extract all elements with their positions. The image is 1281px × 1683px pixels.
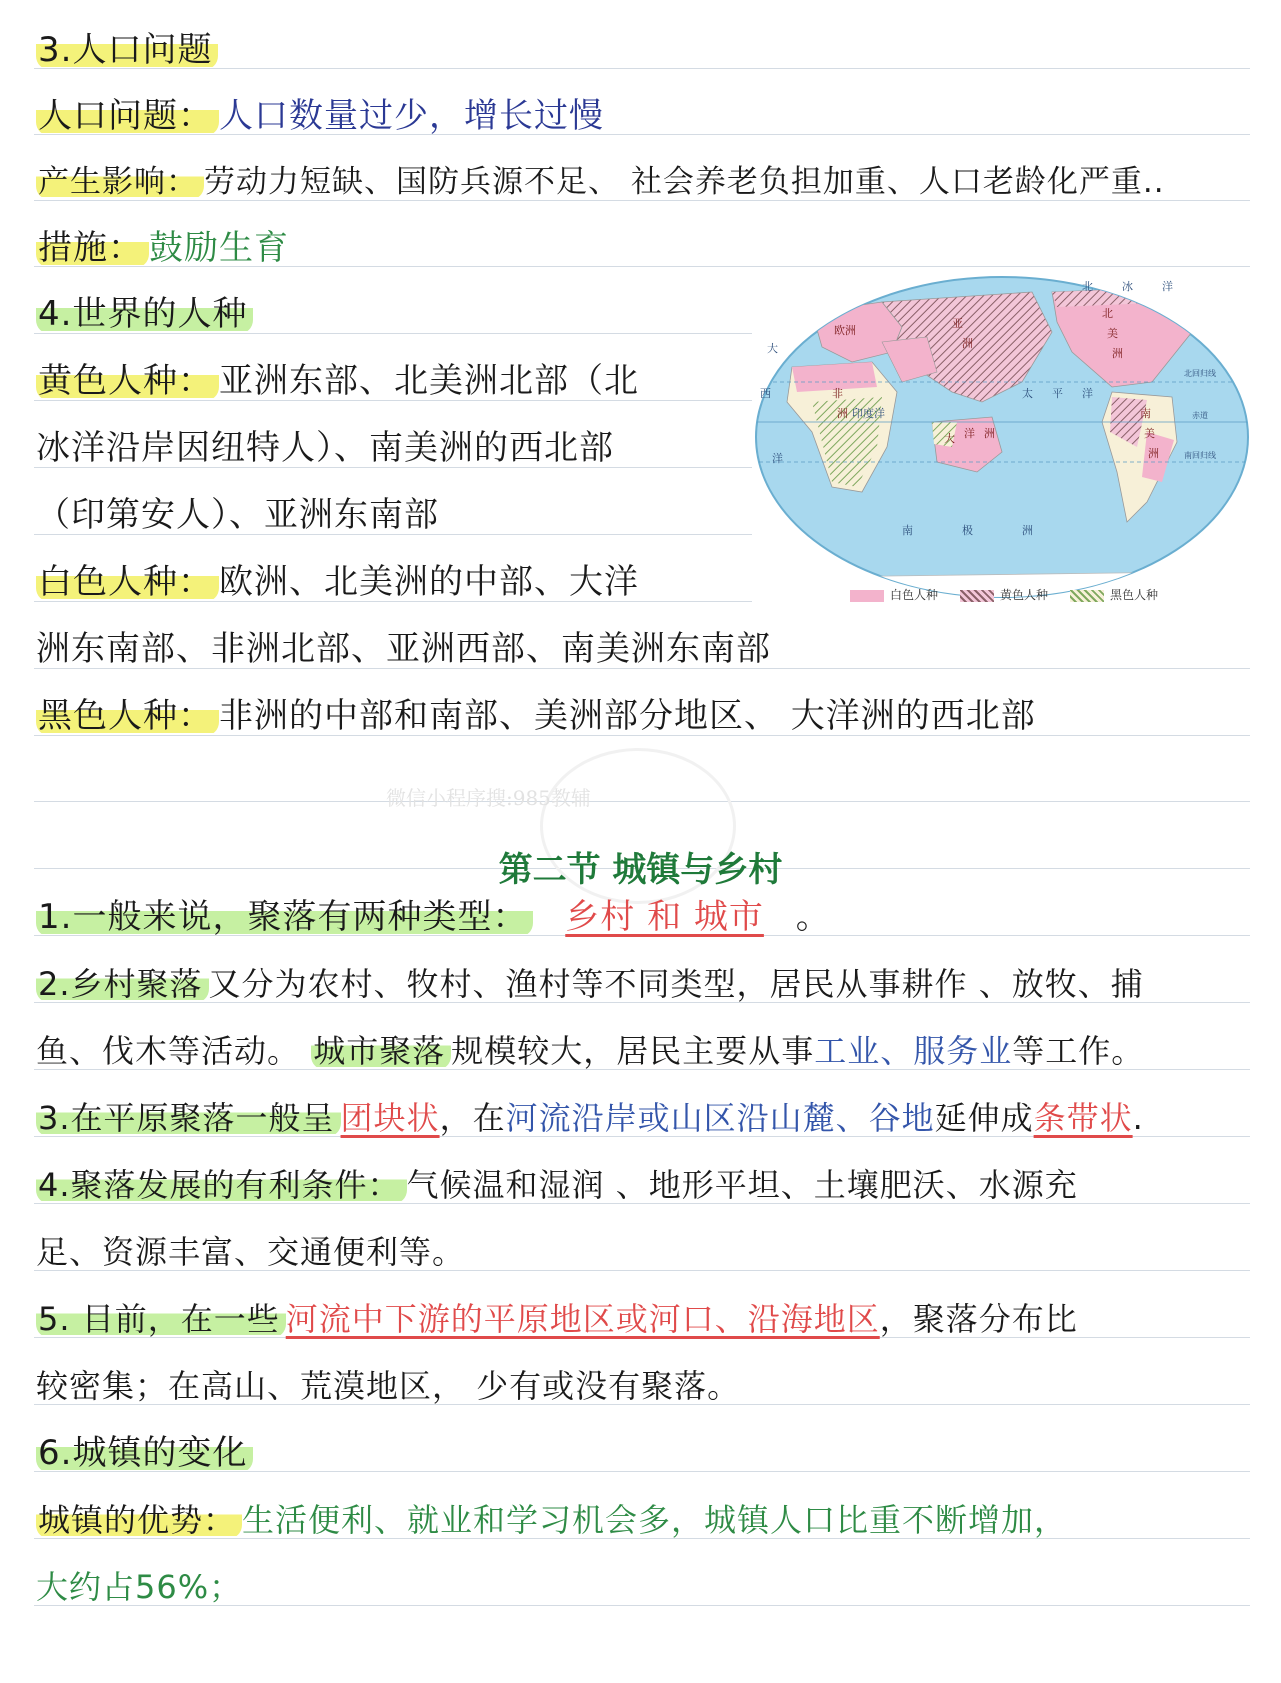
impact-line	[36, 162, 1165, 202]
p5-line2: 较密集；在高山、荒漠地区， 少有或没有聚落。	[36, 1367, 741, 1405]
legend-yellow-race-label: 黄色人种	[1000, 588, 1049, 602]
p4-text: 气候温和湿润 、地形平坦、土壤肥沃、水源充	[406, 1166, 1078, 1204]
map-label-atlantic-3: 洋	[772, 452, 783, 465]
map-label-arctic-2: 冰	[1122, 280, 1133, 293]
world-race-map	[752, 272, 1262, 602]
yellow-race-label: 黄色人种：	[36, 361, 219, 401]
map-label-atlantic-1: 大	[767, 342, 778, 355]
p2-label: 2.乡村聚落	[36, 965, 209, 1003]
p4-line1	[36, 1165, 1078, 1205]
black-race-text: 非洲的中部和南部、美洲部分地区、 大洋洲的西北部	[219, 696, 1036, 736]
section2-title: 第二节 城镇与乡村	[498, 850, 783, 890]
map-label-tropic-capricorn: 南回归线	[1184, 451, 1216, 460]
p3-g: .	[1132, 1099, 1144, 1137]
map-label-africa-2: 洲	[837, 407, 848, 420]
p4-label: 4.聚落发展的有利条件：	[36, 1166, 407, 1204]
white-race-line2: 洲东南部、非洲北部、亚洲西部、南美洲东南部	[36, 629, 771, 669]
map-label-asia-1: 亚	[952, 317, 963, 330]
p5-b: 河流中下游的平原地区或河口、沿海地区	[285, 1300, 880, 1338]
heading-text: 4.世界的人种	[36, 294, 253, 334]
map-label-arctic-3: 洋	[1162, 280, 1173, 293]
problem-line	[36, 96, 604, 136]
legend-white-race-label: 白色人种	[890, 588, 939, 602]
p2-work2: 服务业	[913, 1032, 1013, 1070]
p1-answer: 乡村 和 城市	[565, 897, 764, 937]
p1-end: 。	[795, 897, 831, 937]
p1-line	[36, 897, 831, 937]
map-label-antarctica-1: 南	[902, 524, 913, 537]
map-label-pacific-3: 洋	[1082, 387, 1093, 400]
heading-world-races	[36, 294, 253, 334]
p5-line1	[36, 1299, 1078, 1339]
legend-white-race	[850, 586, 938, 603]
p6-line1	[36, 1500, 1067, 1540]
black-race-label: 黑色人种：	[36, 696, 219, 736]
p2-line2c: 等工作。	[1012, 1032, 1145, 1070]
map-label-samerica-3: 洲	[1148, 447, 1159, 460]
map-label-africa-1: 非	[832, 387, 843, 400]
map-label-atlantic-2: 西	[760, 387, 771, 400]
measure-text: 鼓励生育	[149, 228, 289, 268]
p4-line2: 足、资源丰富、交通便利等。	[36, 1233, 466, 1271]
map-label-tropic-cancer: 北回归线	[1184, 369, 1216, 378]
p2-line2a: 鱼、伐木等活动。	[36, 1032, 301, 1070]
p6-line2: 大约占56%；	[36, 1568, 243, 1606]
map-label-europe: 欧洲	[834, 324, 856, 337]
map-legend	[850, 586, 1158, 603]
impact-label: 产生影响：	[36, 164, 204, 200]
p3-a: 3.在平原聚落一般呈	[36, 1099, 341, 1137]
p3-c: ，在	[439, 1099, 506, 1137]
black-race-line	[36, 696, 1036, 736]
measure-label: 措施：	[36, 228, 149, 268]
p3-e: 延伸成	[934, 1099, 1034, 1137]
p3-f: 条带状	[1033, 1099, 1133, 1137]
p6-heading	[36, 1433, 253, 1473]
map-label-equator: 赤道	[1192, 411, 1208, 420]
watermark-text: 微信小程序搜:985教辅	[386, 786, 591, 810]
p3-d: 河流沿岸或山区沿山麓、谷地	[505, 1099, 935, 1137]
white-race-label: 白色人种：	[36, 562, 219, 602]
map-label-antarctica-2: 极	[962, 524, 973, 537]
map-label-oceania-3: 洲	[984, 427, 995, 440]
yellow-race-line3: （印第安人）、亚洲东南部	[36, 495, 439, 535]
map-label-pacific-1: 太	[1022, 387, 1033, 400]
map-label-namerica-3: 洲	[1112, 347, 1123, 360]
map-label-oceania-1: 大	[944, 432, 955, 445]
map-label-pacific-2: 平	[1052, 387, 1063, 400]
map-label-oceania-2: 洋	[964, 427, 975, 440]
p1-label: 1.一般来说，聚落有两种类型：	[36, 897, 533, 937]
legend-black-race-label: 黑色人种	[1110, 588, 1159, 602]
heading-population-problem	[36, 30, 218, 70]
yellow-race-text: 亚洲东部、北美洲北部（北	[219, 361, 639, 401]
p2-city-label: 城市聚落	[311, 1032, 451, 1070]
map-label-samerica-2: 美	[1144, 427, 1155, 440]
p6-text: 生活便利、就业和学习机会多，城镇人口比重不断增加，	[242, 1501, 1068, 1539]
map-label-namerica-1: 北	[1102, 307, 1113, 320]
p3-line	[36, 1098, 1144, 1138]
legend-yellow-race	[960, 586, 1048, 603]
p3-b: 团块状	[340, 1099, 440, 1137]
map-label-asia-2: 洲	[962, 337, 973, 350]
p6-heading-text: 6.城镇的变化	[36, 1433, 253, 1473]
p2-work1: 工业、	[814, 1032, 914, 1070]
legend-black-race	[1070, 586, 1158, 603]
map-label-namerica-2: 美	[1107, 327, 1118, 340]
impact-text: 劳动力短缺、国防兵源不足、 社会养老负担加重、人口老龄化严重..	[204, 164, 1165, 200]
problem-label: 人口问题：	[36, 96, 219, 136]
yellow-race-line2: 冰洋沿岸因纽特人）、南美洲的西北部	[36, 428, 614, 468]
p2-line2	[36, 1031, 1144, 1071]
map-label-samerica-1: 南	[1140, 407, 1151, 420]
yellow-race-line1	[36, 361, 639, 401]
white-race-line1	[36, 562, 639, 602]
p5-c: ，聚落分布比	[879, 1300, 1078, 1338]
map-label-indian-ocean: 印度洋	[852, 407, 885, 420]
map-label-antarctica-3: 洲	[1022, 524, 1033, 537]
map-label-arctic-1: 北	[1082, 280, 1093, 293]
measure-line	[36, 228, 289, 268]
p2-line2b: 规模较大，居民主要从事	[451, 1032, 815, 1070]
white-race-text: 欧洲、北美洲的中部、大洋	[219, 562, 639, 602]
problem-text: 人口数量过少，增长过慢	[219, 96, 604, 136]
p2-line1	[36, 964, 1144, 1004]
p5-a: 5. 目前，在一些	[36, 1300, 286, 1338]
heading-text: 3.人口问题	[36, 30, 218, 70]
p2-text: 又分为农村、牧村、渔村等不同类型，居民从事耕作 、放牧、捕	[208, 965, 1144, 1003]
p6-label: 城镇的优势：	[36, 1501, 242, 1539]
